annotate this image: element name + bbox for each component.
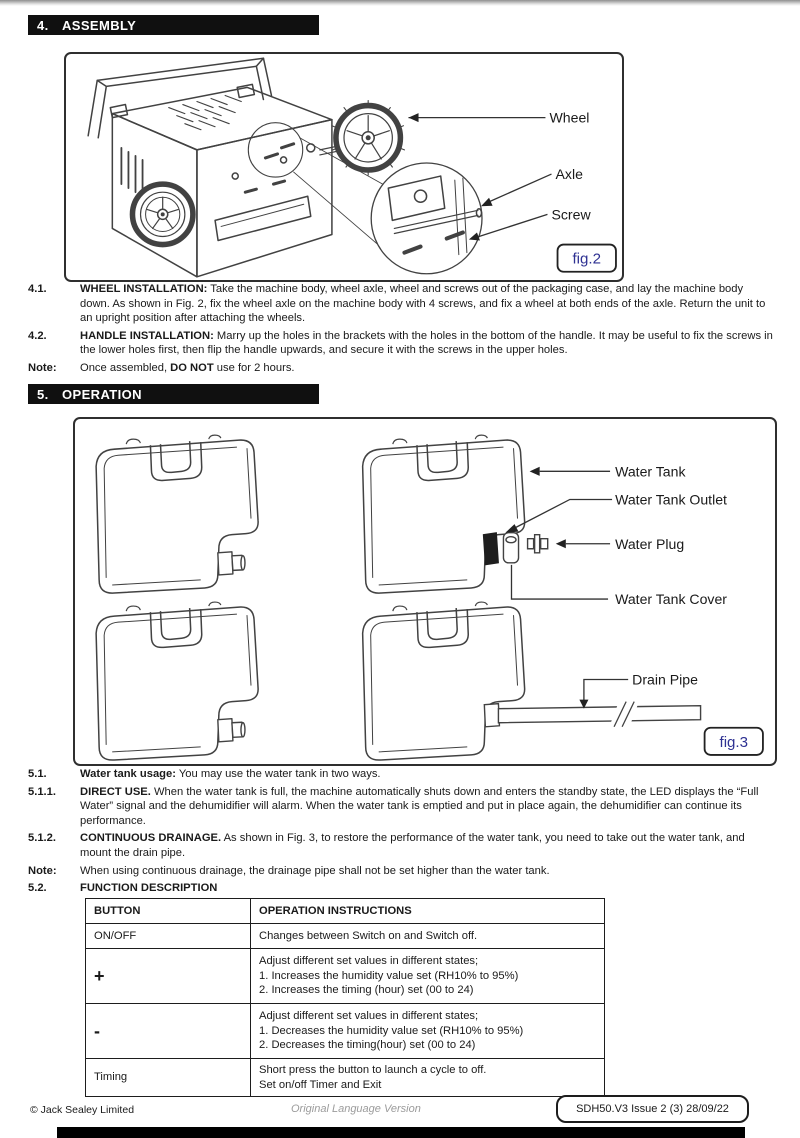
- water-plug-label-arrow: [556, 536, 684, 552]
- para-body: Marry up the holes in the brackets with the holes in the bottom of the handle. It may be useful to fix the screws in the lower holes first, then flip the handle upwards, and secure it with the screws in the upper holes.: [80, 329, 773, 357]
- instruction-line: 2. Decreases the timing(hour) set (00 to 24): [259, 1039, 476, 1052]
- para-body: Take the machine body, wheel axle, wheel and screws out of the packaging case, and lay the machine body down. As shown in Fig. 2, fix the wheel axle on the machine body with 4 screws, and fix a wheel at both ends of the axle. Return the unit to an upright position after attaching the wheels.: [80, 283, 766, 325]
- section-header-operation: [28, 384, 319, 404]
- para-5-1-1: [28, 785, 775, 829]
- water-tank-outlet-label: Water Tank Outlet: [615, 491, 727, 508]
- section-title: OPERATION: [62, 386, 142, 402]
- para-number: 5.1.1.: [28, 785, 56, 798]
- water-plug-label: Water Plug: [615, 535, 685, 552]
- column-header-operation: OPERATION INSTRUCTIONS: [251, 899, 605, 924]
- instruction-cell: [251, 924, 605, 949]
- instruction-line: 1. Increases the humidity value set (RH10% to 95%): [259, 969, 519, 982]
- section-number: 4.: [37, 17, 49, 33]
- screw-label: Screw: [551, 206, 591, 223]
- water-tank-cover-label-line: [511, 565, 727, 607]
- water-tank-top-right: [363, 435, 548, 593]
- note-text: Once assembled,: [80, 361, 171, 374]
- instruction-cell: [251, 949, 605, 1004]
- drain-pipe-shape: [498, 702, 700, 727]
- instruction-line: Set on/off Timer and Exit: [259, 1078, 382, 1091]
- fig2-badge: [558, 245, 616, 272]
- page-top-edge: [0, 0, 800, 6]
- instruction-line: Changes between Switch on and Switch off.: [259, 929, 478, 942]
- para-lead: FUNCTION DESCRIPTION: [80, 882, 218, 895]
- table-row: [86, 924, 605, 949]
- button-cell: +: [86, 949, 251, 1004]
- copyright-text: © Jack Sealey Limited: [30, 1104, 135, 1116]
- para-4-2: [28, 329, 775, 358]
- instruction-line: Adjust different set values in different states;: [259, 1010, 479, 1023]
- instruction-line: 2. Increases the timing (hour) set (00 to 24): [259, 984, 474, 997]
- para-lead: DIRECT USE.: [80, 785, 151, 798]
- water-tank-cover-label: Water Tank Cover: [615, 591, 727, 608]
- para-lead: HANDLE INSTALLATION:: [80, 329, 214, 342]
- para-body: As shown in Fig. 3, to restore the performance of the water tank, you need to take out the water tank, and mount the drain pipe.: [80, 832, 745, 859]
- para-5-1: [28, 767, 775, 782]
- fig3-badge-label: fig.3: [719, 733, 749, 751]
- para-body: You may use the water tank in two ways.: [175, 768, 381, 780]
- drain-pipe-label-arrow: [579, 672, 698, 709]
- function-table: [85, 898, 605, 1097]
- table-row: [86, 1004, 605, 1059]
- water-tank-outlet-label-arrow: [505, 492, 727, 533]
- note-emphasis: DO NOT: [170, 361, 214, 374]
- para-4-1: [28, 282, 775, 326]
- para-lead: Water tank usage:: [80, 768, 176, 780]
- water-tank-bottom-left: [96, 602, 258, 760]
- axle-label-arrow: [481, 166, 583, 206]
- machine-body-drawing: [88, 58, 482, 277]
- para-number: 5.1.2.: [28, 832, 56, 845]
- para-lead: WHEEL INSTALLATION:: [80, 283, 208, 295]
- wheel-label: Wheel: [549, 109, 590, 126]
- water-tank-top-left: [96, 435, 258, 593]
- para-5-1-2: [28, 831, 775, 860]
- screw-label-arrow: [469, 206, 592, 240]
- para-number: 4.1.: [28, 283, 47, 295]
- para-lead: CONTINUOUS DRAINAGE.: [80, 832, 222, 845]
- table-header-row: [86, 899, 605, 924]
- note-label: Note:: [28, 864, 57, 877]
- page-bottom-bar: [57, 1127, 745, 1138]
- para-number: 4.2.: [28, 329, 47, 342]
- instruction-line: Short press the button to launch a cycle to off.: [259, 1064, 487, 1076]
- instruction-cell: [251, 1059, 605, 1097]
- table-row: [86, 949, 605, 1004]
- button-cell: Timing: [86, 1059, 251, 1097]
- figure-3: [73, 417, 777, 766]
- operation-instructions: [28, 767, 775, 899]
- document-version-badge: [556, 1095, 749, 1123]
- water-tank-label-arrow: [530, 463, 687, 479]
- version-label: SDH50.V3 Issue 2 (3) 28/09/22: [576, 1103, 729, 1115]
- para-5-2: [28, 881, 775, 896]
- section-title: ASSEMBLY: [62, 17, 137, 33]
- fig3-badge: [705, 728, 763, 755]
- assembly-note: [28, 361, 775, 376]
- tank-outlet-shape: [483, 533, 498, 565]
- water-tank-label: Water Tank: [615, 463, 686, 480]
- fig3-drawing: [75, 419, 775, 764]
- para-body: When the water tank is full, the machine automatically shuts down and enters the standby state, the LED displays the “Full Water” signal and the dehumidifier will alarm. When the water tank is emptied and put in place again, the dehumidifier can continue its performance.: [80, 785, 759, 827]
- para-number: 5.1.: [28, 768, 47, 780]
- wheel-label-arrow: [408, 110, 589, 126]
- tank-cover-shape: [503, 533, 518, 563]
- water-plug-shape: [528, 535, 548, 553]
- table-row: [86, 1059, 605, 1097]
- instruction-line: Adjust different set values in different states;: [259, 955, 479, 968]
- language-version-text: Original Language Version: [291, 1103, 421, 1115]
- operation-note: [28, 864, 775, 879]
- para-number: 5.2.: [28, 882, 47, 895]
- axle-label: Axle: [555, 166, 583, 183]
- figure-2: [64, 52, 624, 282]
- note-text: When using continuous drainage, the drainage pipe shall not be set higher than the water tank.: [80, 864, 550, 877]
- button-cell: -: [86, 1004, 251, 1059]
- fig2-badge-label: fig.2: [572, 250, 602, 268]
- note-label: Note:: [28, 361, 57, 374]
- drain-pipe-label: Drain Pipe: [632, 671, 698, 688]
- section-header-assembly: [28, 15, 319, 35]
- fig2-drawing: [66, 54, 622, 280]
- note-text: use for 2 hours.: [213, 361, 295, 374]
- instruction-cell: [251, 1004, 605, 1059]
- section-number: 5.: [37, 386, 49, 402]
- instruction-line: 1. Decreases the humidity value set (RH10% to 95%): [259, 1024, 524, 1037]
- button-cell: ON/OFF: [86, 924, 251, 949]
- assembly-instructions: [28, 282, 775, 379]
- column-header-button: BUTTON: [86, 899, 251, 924]
